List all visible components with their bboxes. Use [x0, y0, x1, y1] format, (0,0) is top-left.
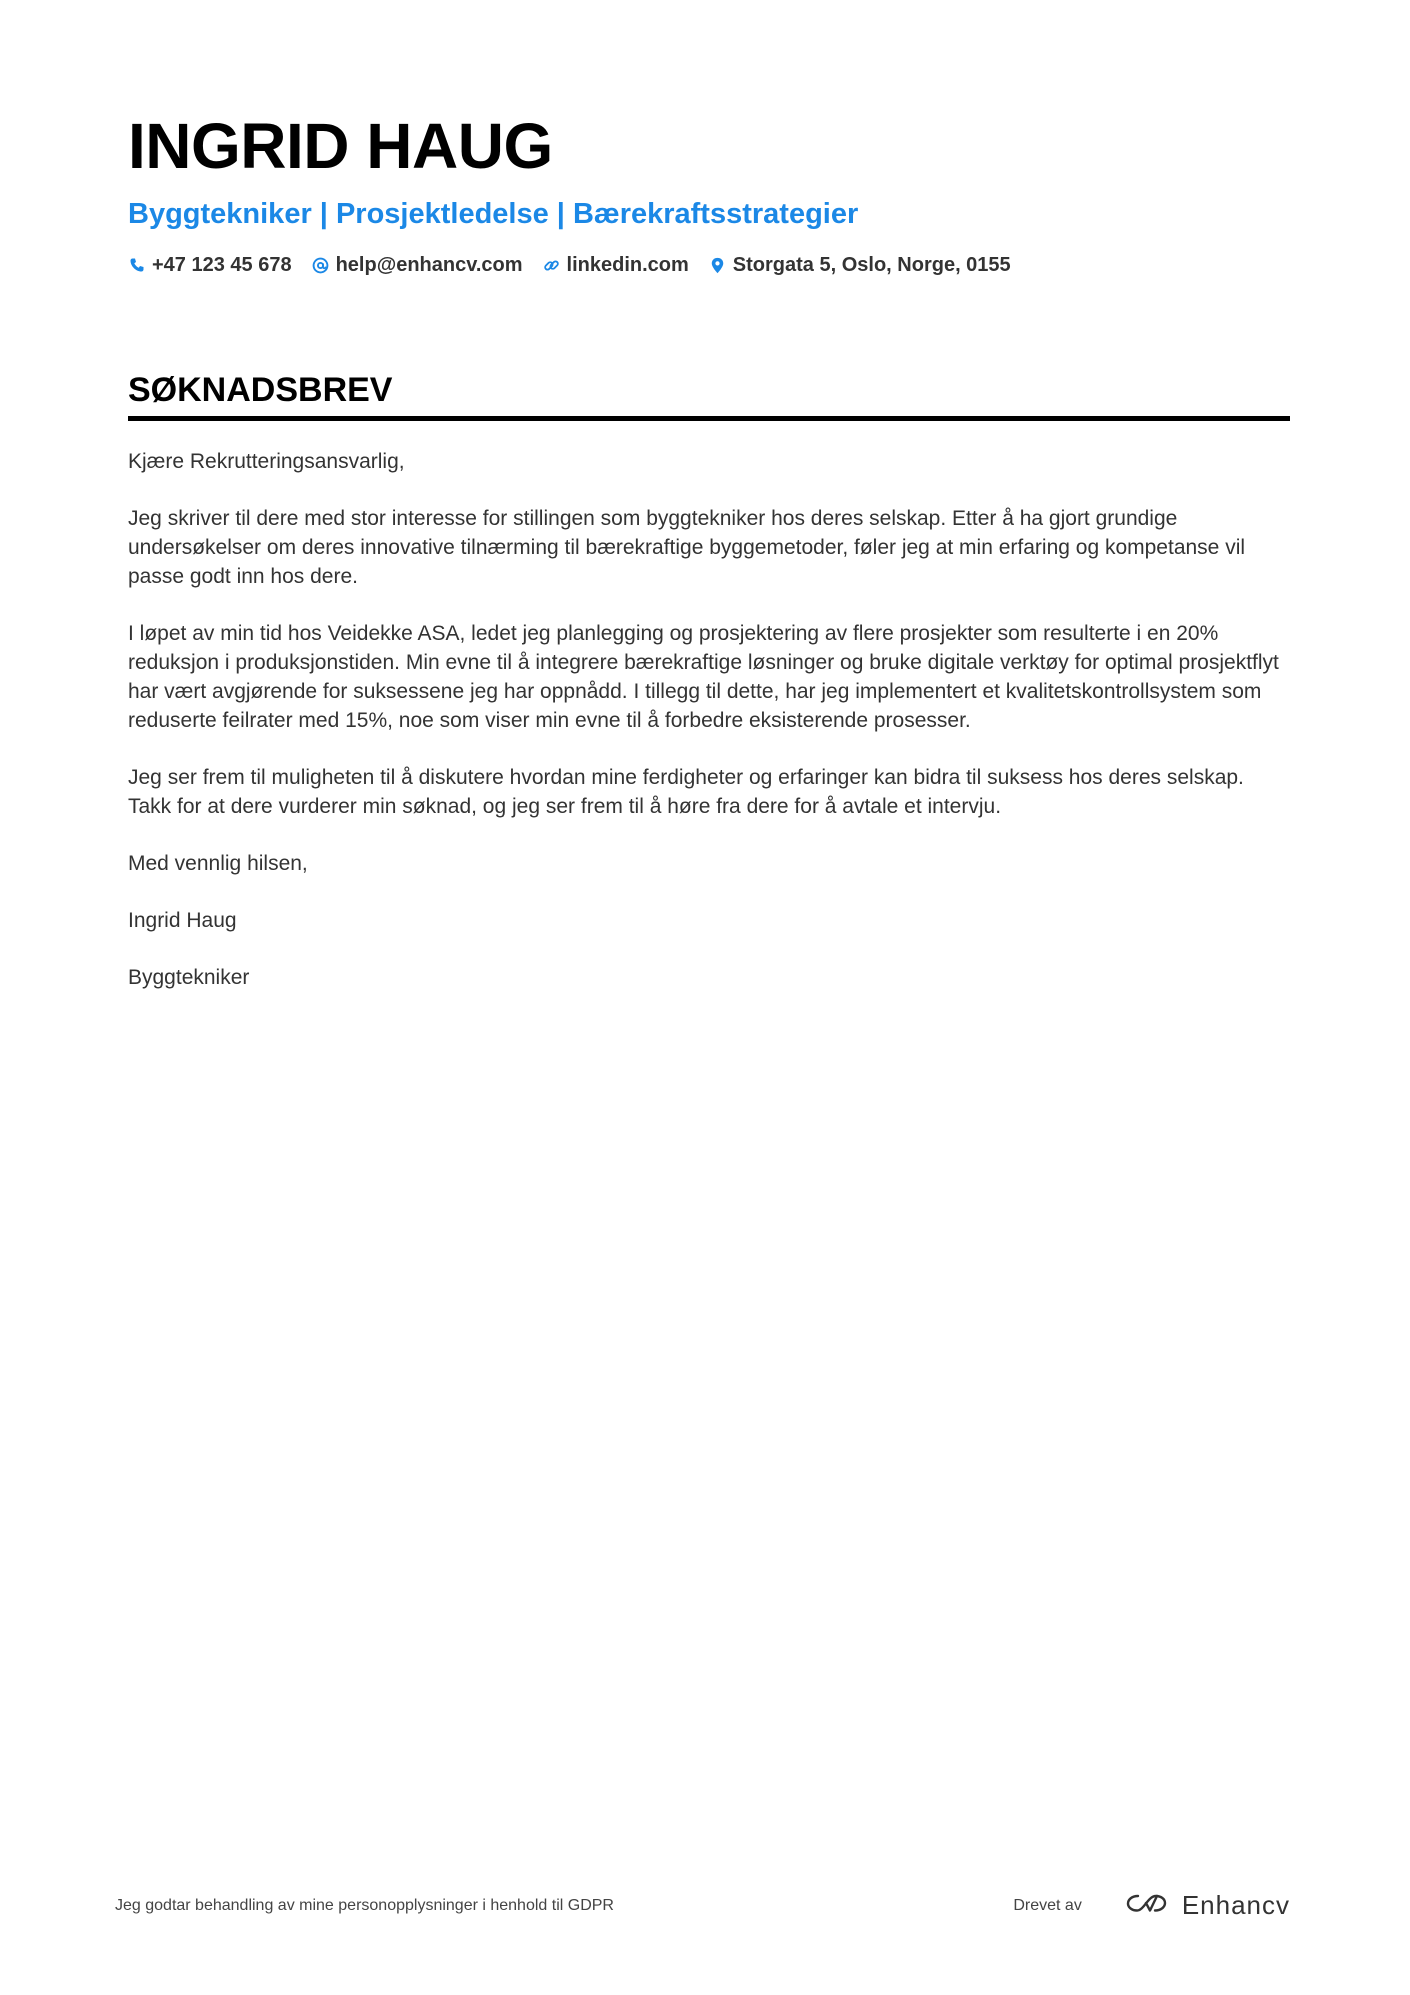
- contact-linkedin[interactable]: [543, 252, 689, 278]
- contact-linkedin-text: linkedin.com: [566, 254, 689, 276]
- letter-paragraph: Jeg skriver til dere med stor interesse for stillingen som byggtekniker hos deres selskap. Etter å ha gjort grundige undersøkelser om deres innovative tilnærming til bærekraftige byggemetoder, føler jeg at min erfaring og kompetanse vil passe godt inn hos dere.: [128, 507, 1246, 588]
- letter-body: [128, 447, 1290, 992]
- contact-email[interactable]: [312, 252, 523, 278]
- location-pin-icon: [709, 256, 727, 274]
- section-heading: SØKNADSBREV: [128, 370, 1290, 421]
- cover-letter-page: [128, 110, 1290, 1020]
- letter-greeting: Kjære Rekrutteringsansvarlig,: [128, 450, 405, 473]
- signature-name: Ingrid Haug: [128, 909, 237, 932]
- letter-paragraph: I løpet av min tid hos Veidekke ASA, ledet jeg planlegging og prosjektering av flere prosjekter som resulterte i en 20% reduksjon i produksjonstiden. Min evne til å integrere bærekraftige løsninger og bruke digitale verktøy for optimal prosjektflyt har vært avgjørende for suksessene jeg har oppnådd. I tillegg til dette, har jeg implementert et kvalitetskontrollsystem som reduserte feilrater med 15%, noe som viser min evne til å forbedre eksisterende prosesser.: [128, 622, 1279, 732]
- powered-by: [1013, 1890, 1290, 1921]
- letter-closing: Med vennlig hilsen,: [128, 852, 308, 875]
- gdpr-consent-text: Jeg godtar behandling av mine personopplysninger i henhold til GDPR: [115, 1896, 614, 1914]
- page-footer: [115, 1890, 1290, 1921]
- signature-title: Byggtekniker: [128, 966, 250, 989]
- enhancv-mark-icon: [1124, 1891, 1170, 1920]
- contact-phone-text: +47 123 45 678: [152, 254, 292, 276]
- letter-paragraph: Jeg ser frem til muligheten til å diskutere hvordan mine ferdigheter og erfaringer kan bidra til suksess hos deres selskap. Takk for at dere vurderer min søknad, og jeg ser frem til å høre fra dere for å avtale et intervju.: [128, 766, 1244, 818]
- link-icon: [543, 256, 561, 274]
- enhancv-logo[interactable]: [1124, 1890, 1290, 1921]
- applicant-tagline: Byggtekniker | Prosjektledelse | Bærekraftsstrategier: [128, 198, 859, 230]
- contact-phone: [128, 252, 292, 278]
- at-icon: [312, 256, 330, 274]
- enhancv-brand-name: Enhancv: [1181, 1890, 1290, 1920]
- contact-location-text: Storgata 5, Oslo, Norge, 0155: [732, 254, 1011, 276]
- powered-by-label: Drevet av: [1013, 1896, 1082, 1914]
- applicant-name: INGRID HAUG: [128, 110, 553, 182]
- contact-email-text: help@enhancv.com: [335, 254, 523, 276]
- phone-icon: [128, 256, 146, 274]
- contact-info-row: [128, 252, 1290, 278]
- contact-location: [709, 252, 1011, 278]
